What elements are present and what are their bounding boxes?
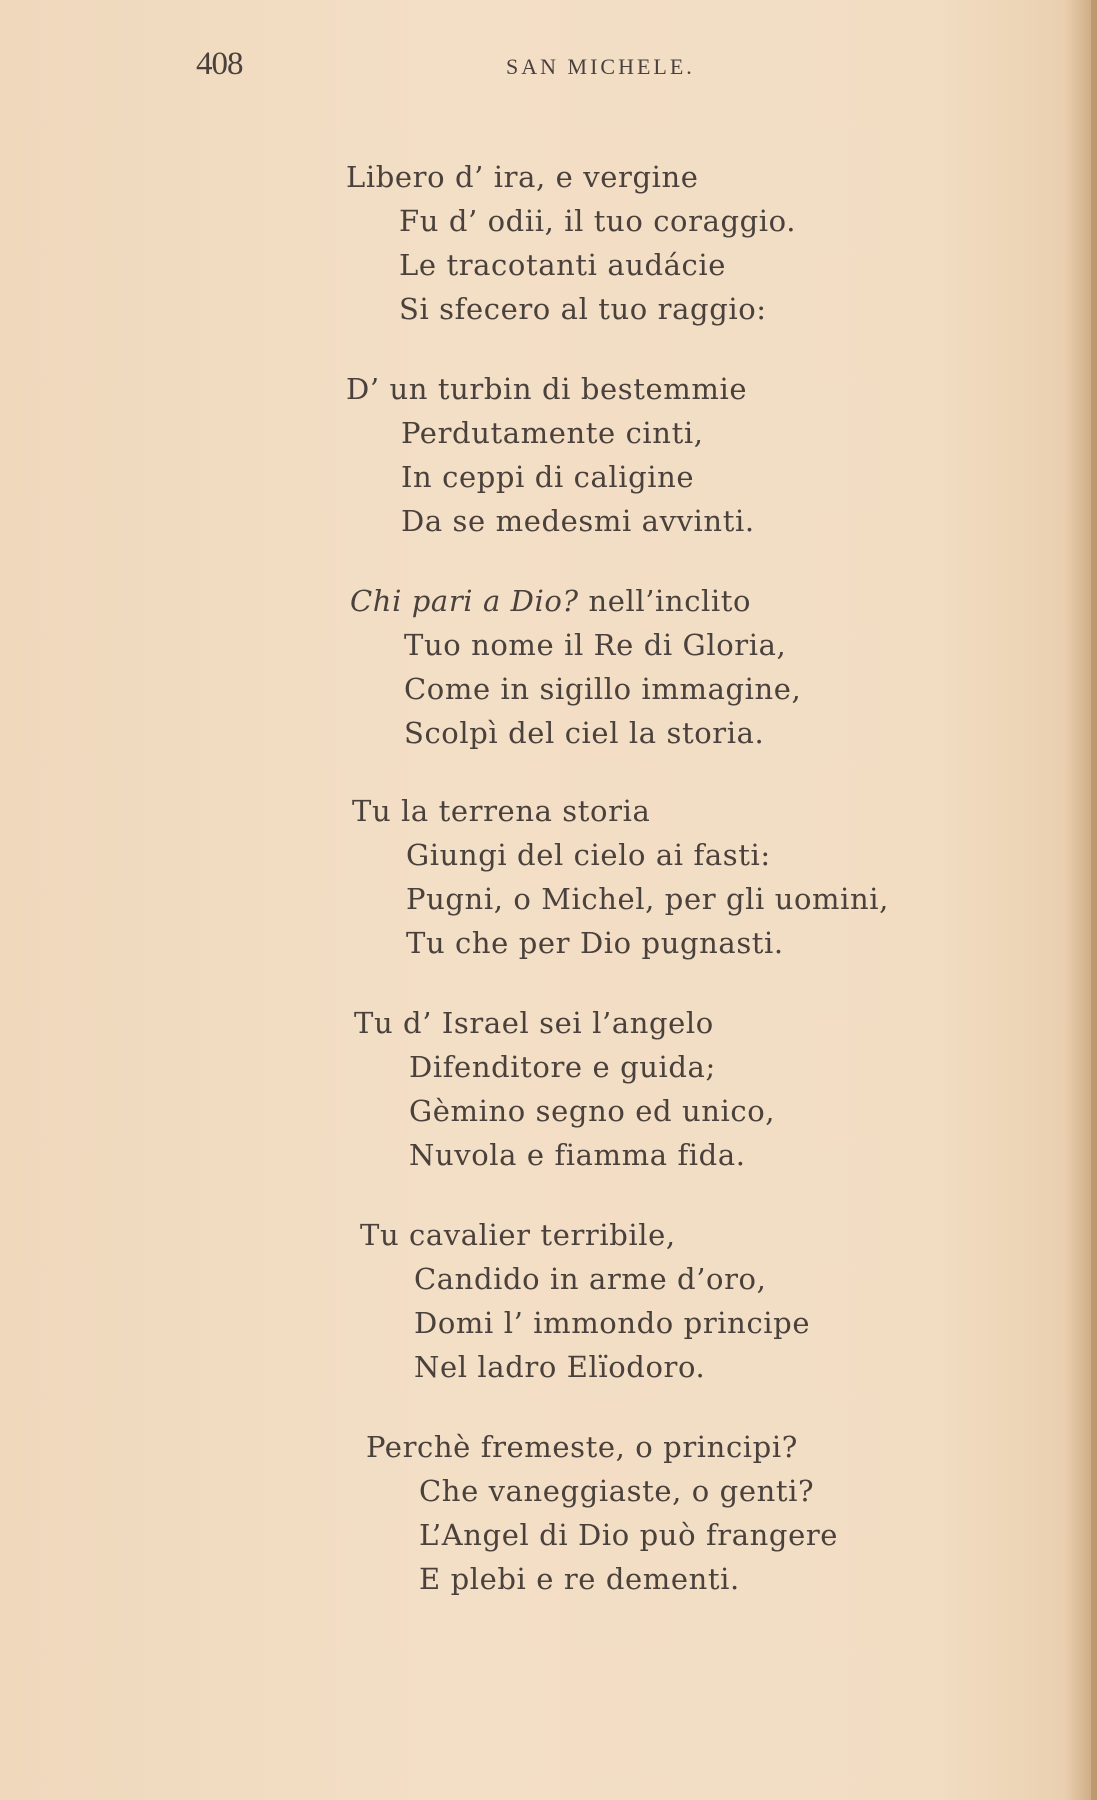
poem-line: Perchè fremeste, o principi? <box>366 1430 798 1464</box>
poem-line: Tu cavalier terribile, <box>360 1218 676 1252</box>
poem-line: Tu la terrena storia <box>352 794 651 828</box>
poem-line-italic: Chi pari a Dio? <box>350 584 579 618</box>
poem-line: Le tracotanti audácie <box>399 248 727 282</box>
poem-line: E plebi e re dementi. <box>419 1562 740 1596</box>
page-number: 408 <box>196 46 243 82</box>
poem-line: L’Angel di Dio può frangere <box>419 1518 839 1552</box>
poem-line-rest: nell’inclito <box>578 584 752 618</box>
poem-line: Tuo nome il Re di Gloria, <box>404 628 787 662</box>
poem-line: Pugni, o Michel, per gli uomini, <box>406 882 890 916</box>
poem-line: Domi l’ immondo principe <box>414 1306 811 1340</box>
poem-line: In ceppi di caligine <box>401 460 695 494</box>
poem-line: Tu che per Dio pugnasti. <box>406 926 784 960</box>
poem-line: Si sfecero al tuo raggio: <box>399 292 767 326</box>
poem-line: Candido in arme d’oro, <box>414 1262 767 1296</box>
poem-line <box>350 583 751 619</box>
poem-line: Giungi del cielo ai fasti: <box>406 838 771 872</box>
poem-line: Da se medesmi avvinti. <box>401 504 755 538</box>
poem-line: Come in sigillo immagine, <box>404 672 802 706</box>
running-title: SAN MICHELE. <box>506 54 695 79</box>
poem-line: Libero d’ ira, e vergine <box>346 160 699 194</box>
poem-line: Tu d’ Israel sei l’angelo <box>354 1006 714 1040</box>
poem-line: Che vaneggiaste, o genti? <box>419 1474 815 1508</box>
poem-line: Perdutamente cinti, <box>401 416 704 450</box>
poem-line: Fu d’ odii, il tuo coraggio. <box>399 204 797 238</box>
poem-line: Nel ladro Elïodoro. <box>414 1350 706 1384</box>
poem-line: Nuvola e fiamma fida. <box>409 1138 746 1172</box>
poem-line: D’ un turbin di bestemmie <box>346 372 748 406</box>
poem-line: Difenditore e guida; <box>409 1050 716 1084</box>
poem-line: Gèmino segno ed unico, <box>409 1094 776 1128</box>
poem-line: Scolpì del ciel la storia. <box>404 716 765 750</box>
